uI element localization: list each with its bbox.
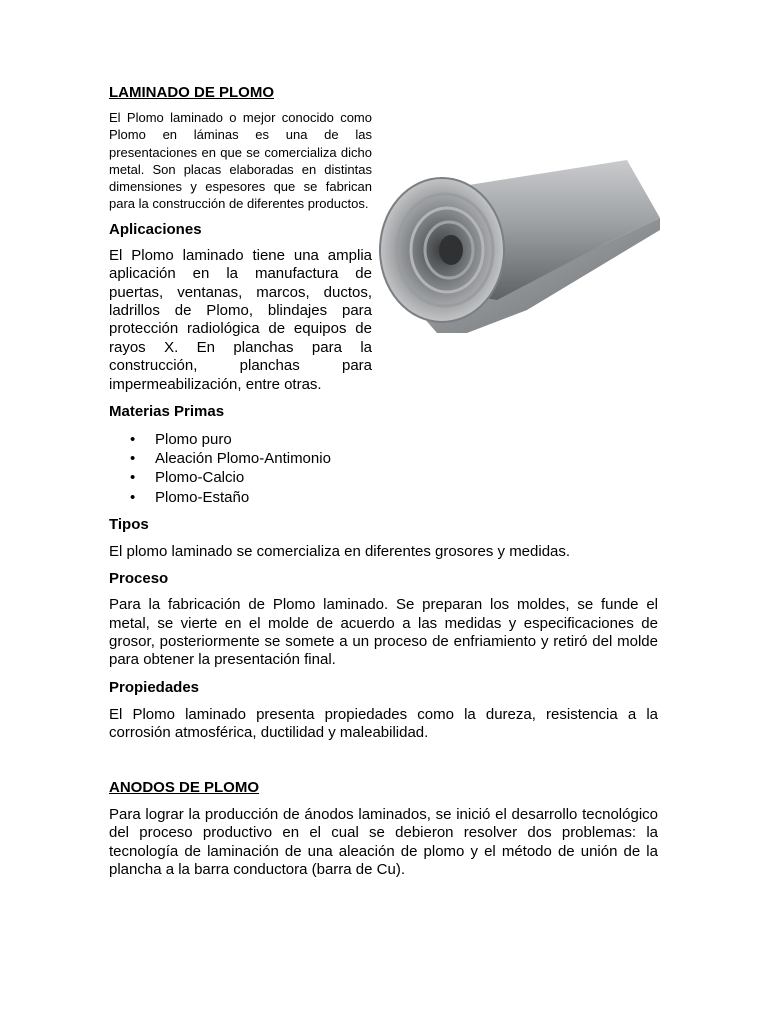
materias-list xyxy=(109,430,658,507)
propiedades-text: El Plomo laminado presenta propiedades como la dureza, resistencia a la corrosión atmosférica, ductilidad y maleabilidad. xyxy=(109,705,658,742)
list-item: • Aleación Plomo-Antimonio xyxy=(109,449,658,468)
document-page xyxy=(109,84,658,879)
materias-heading: Materias Primas xyxy=(109,403,225,421)
anodos-title: ANODOS DE PLOMO xyxy=(109,778,260,796)
proceso-text: Para la fabricación de Plomo laminado. Se preparan los moldes, se funde el metal, se vierte en el molde de acuerdo a las medidas y especificaciones de grosor, posteriormente se somete a un proceso de enfriamiento y retiró del molde para obtener la presentación final. xyxy=(109,596,658,669)
anodos-text: Para lograr la producción de ánodos laminados, se inició el desarrollo tecnológico del proceso productivo en el cual se debieron resolver dos problemas: la tecnología de laminación de una aleación de plomo y el método de unión de la plancha a la barra conductora (barra de Cu). xyxy=(109,805,658,878)
propiedades-heading: Propiedades xyxy=(109,678,200,696)
aplicaciones-heading: Aplicaciones xyxy=(109,220,202,238)
laminado-intro: El Plomo laminado o mejor conocido como Plomo en láminas es una de las presentaciones en que se comercializa dicho metal. Son placas elaboradas en distintas dimensiones y espesores que se fabrican para la construcción de diferentes productos. xyxy=(109,110,372,212)
list-item: • Plomo-Estaño xyxy=(109,488,658,507)
list-item: • Plomo puro xyxy=(109,430,658,449)
tipos-heading: Tipos xyxy=(109,515,149,533)
list-item: • Plomo-Calcio xyxy=(109,468,658,487)
aplicaciones-text: El Plomo laminado tiene una amplia aplicación en la manufactura de puertas, ventanas, marcos, ductos, ladrillos de Plomo, blindajes para protección radiológica de equipos de rayos X. En planchas para la construcción, planchas para impermeabilización, entre otras. xyxy=(109,246,372,393)
proceso-heading: Proceso xyxy=(109,570,169,588)
laminado-title: LAMINADO DE PLOMO xyxy=(109,84,274,101)
tipos-text: El plomo laminado se comercializa en diferentes grosores y medidas. xyxy=(109,542,571,560)
